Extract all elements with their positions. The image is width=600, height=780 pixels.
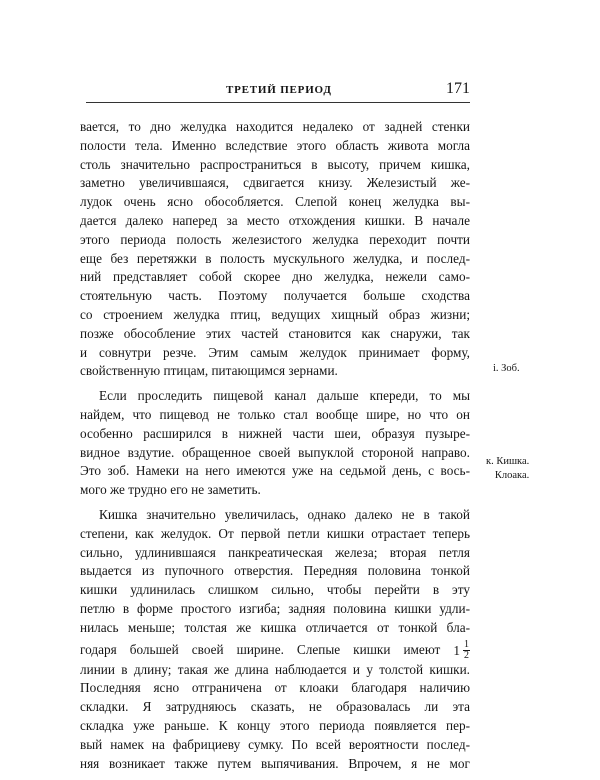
margin-note-text: i. Зоб. [493, 363, 520, 374]
text-line: Это зоб. Намеки на него имеются уже на седьмой день, с вось- [80, 463, 470, 479]
text-line: нилась меньше; толстая же кишка отличается от тонкой бла- [80, 619, 470, 635]
text-line: Кишка значительно увеличилась, однако далеко не в такой [99, 506, 470, 522]
running-head [86, 80, 470, 102]
fraction [463, 640, 470, 661]
header-rule [86, 102, 470, 103]
text-line: дается далеко наперед за место отхождения кишки. В начале [80, 212, 470, 228]
text-line: этого периода полость железистого желудка переходит почти [80, 231, 470, 247]
text-line: найдем, что пищевод не только стал вообще шире, но что он [80, 406, 470, 422]
text-line: со строением желудка птиц, ведущих хищный образ жизни; [80, 306, 470, 322]
text-line: заметно увеличившаяся, сдвигается книзу. Железистый же- [80, 175, 470, 191]
text-line: стоятельную часть. Поэтому получается больше сходства [80, 288, 470, 304]
running-title: ТРЕТИЙ ПЕРИОД [226, 84, 332, 96]
text-line: петлю в форме простого изгиба; задняя половина кишки удли- [80, 600, 470, 616]
text-line: выдается из пупочного отверстия. Передняя половина тонкой [80, 563, 470, 579]
paragraph-3 [80, 506, 470, 773]
text-line: вый намек на фабрициеву сумку. По всей вероятности послед- [80, 736, 470, 752]
margin-note-kishka [486, 455, 529, 483]
text-line: свойственную птицам, питающимся зернами. [80, 363, 338, 379]
fraction-whole-number: 1 [453, 642, 460, 658]
page-number: 171 [446, 80, 470, 97]
text-line: кишки удлинилась слишком сильно, чтобы перейти в эту [80, 582, 470, 598]
body-text [80, 118, 470, 773]
text-line: позже обособление этих частей становится как снаружи, так [80, 325, 470, 341]
text-line: вается, то дно желудка находится недалеко от задней стенки [80, 119, 470, 134]
text-line: еще без перетяжки в полость мускульного желудка, и послед- [80, 250, 470, 266]
margin-note-text: Клоака. [494, 470, 530, 481]
margin-note-zob [493, 362, 520, 376]
text-line: складки. Я затрудняюсь сказать, не образовалась ли эта [80, 699, 470, 715]
text-line: столь значительно распространиться в высоту, причем кишка, [80, 156, 470, 172]
text-line: Если проследить пищевой канал дальше кпереди, то мы [99, 388, 470, 404]
text-line: ний представляет собой скорее дно желудка, нежели само- [80, 269, 470, 285]
text-line: особенно расширился в нижней части шеи, образуя пузыре- [80, 425, 470, 441]
text-line: няя возникает также путем выпячивания. Впрочем, я не мог [80, 755, 470, 771]
fraction-line-text: годаря большей своей ширине. Слепые кишки имеют [80, 641, 441, 657]
text-line: линии в длину; такая же длина наблюдается и у толстой кишки. [80, 661, 470, 677]
text-line: сильно, удлинившаяся панкреатическая железа; вторая петля [80, 544, 470, 560]
fraction-numerator: 1 [464, 638, 469, 650]
text-line: видное вздутие. обращенное своей выпуклой стороной направо. [80, 444, 470, 460]
paragraph-2 [80, 387, 470, 500]
paragraph-1 [80, 118, 470, 381]
text-line: складка уже раньше. К концу этого периода появляется пер- [80, 717, 470, 733]
fraction-denominator: 2 [464, 649, 469, 661]
text-line: и совнутри резче. Этим самым желудок принимает форму, [80, 344, 470, 360]
text-line: полости тела. Именно вследствие этого область живота могла [80, 137, 470, 153]
margin-note-text: к. Кишка. [486, 456, 530, 467]
text-line: степени, как желудок. От первой петли кишки отрастает теперь [80, 525, 470, 541]
text-line: лудок очень ясно обособляется. Слепой конец желудка вы- [80, 194, 470, 210]
text-line: Последняя ясно отграничена от клоаки благодаря наличию [80, 680, 470, 696]
text-line: мого же трудно его не заметить. [80, 482, 261, 498]
text-line-with-fraction [80, 638, 470, 661]
